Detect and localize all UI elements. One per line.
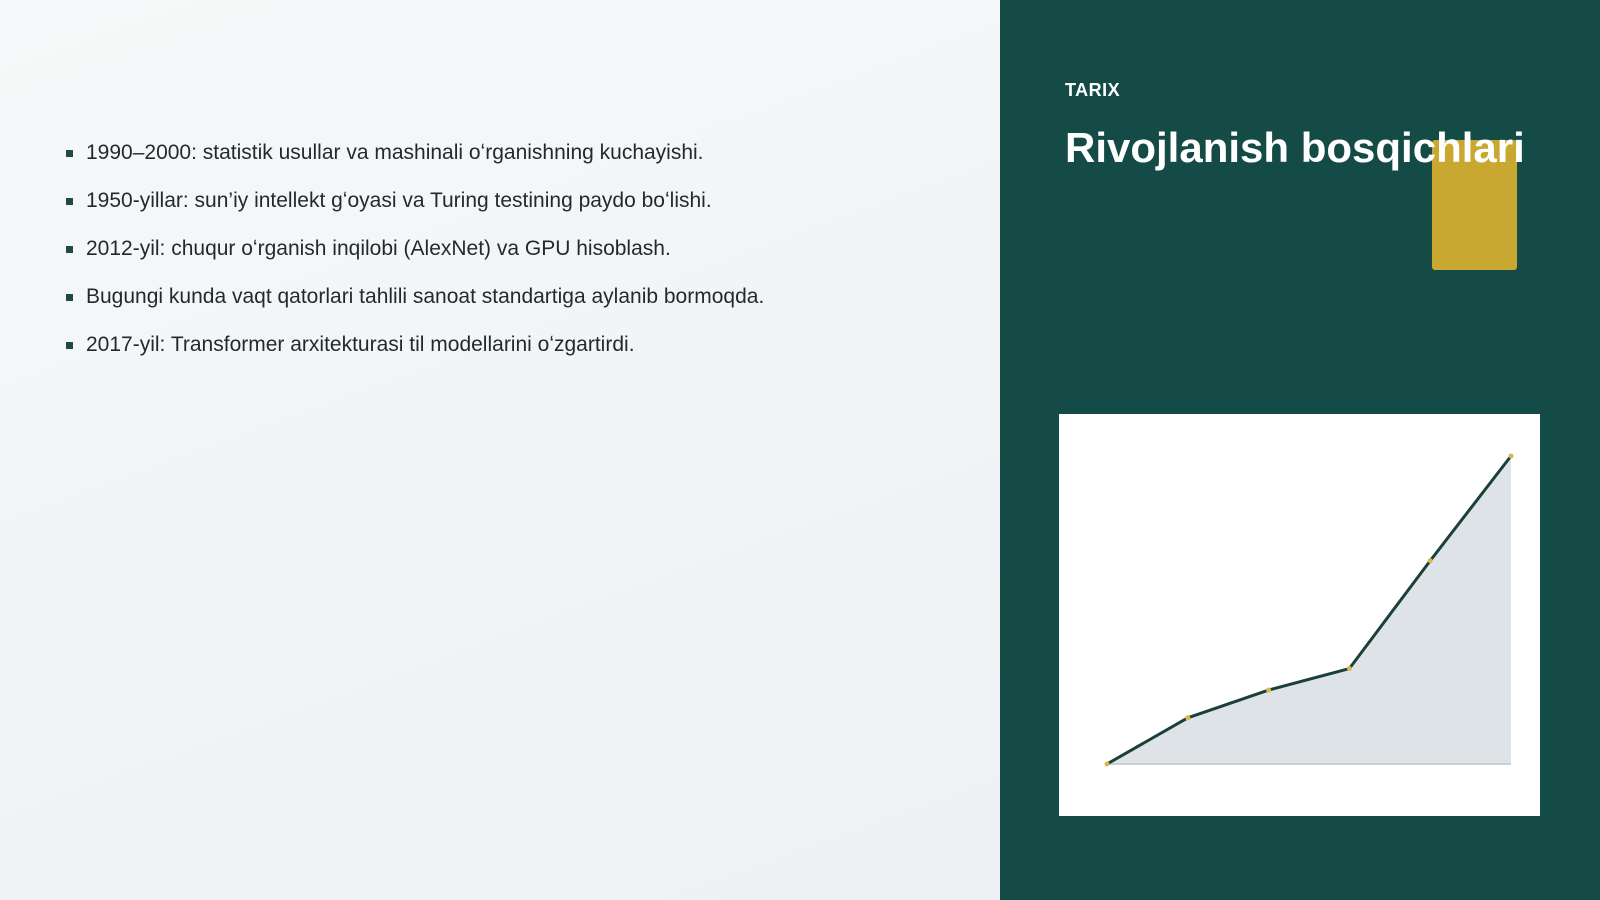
bullet-item: [66, 186, 764, 216]
bullet-text: 1990–2000: statistik usullar va mashinali oʻrganishning kuchayishi.: [86, 141, 704, 164]
bullet-text: 2017-yil: Transformer arxitekturasi til modellarini oʻzgartirdi.: [86, 333, 635, 356]
bullet-item: [66, 234, 764, 264]
area-chart: [1059, 414, 1540, 816]
chart-card: [1059, 414, 1540, 816]
square-bullet-icon: [66, 198, 73, 205]
square-bullet-icon: [66, 150, 73, 157]
chart-point: [1105, 762, 1110, 767]
chart-point: [1347, 666, 1352, 671]
square-bullet-icon: [66, 294, 73, 301]
bullet-item: [66, 330, 764, 360]
chart-point: [1266, 688, 1271, 693]
chart-area-fill: [1107, 456, 1511, 764]
bullet-text: Bugungi kunda vaqt qatorlari tahlili sanoat standartiga aylanib bormoqda.: [86, 285, 765, 308]
title-panel: [1000, 0, 1600, 900]
square-bullet-icon: [66, 246, 73, 253]
chart-point: [1509, 454, 1514, 459]
section-label: TARIX: [1065, 80, 1121, 100]
bullet-list: [66, 138, 764, 378]
bullet-text: 1950-yillar: sun’iy intellekt gʻoyasi va Turing testining paydo boʻlishi.: [86, 189, 712, 212]
bullet-text: 2012-yil: chuqur oʻrganish inqilobi (AlexNet) va GPU hisoblash.: [86, 237, 671, 260]
bullet-item: [66, 282, 764, 312]
slide-title: Rivojlanish bosqichlari: [1065, 124, 1525, 171]
chart-point: [1428, 558, 1433, 563]
chart-point: [1185, 715, 1190, 720]
square-bullet-icon: [66, 342, 73, 349]
bullet-item: [66, 138, 764, 168]
